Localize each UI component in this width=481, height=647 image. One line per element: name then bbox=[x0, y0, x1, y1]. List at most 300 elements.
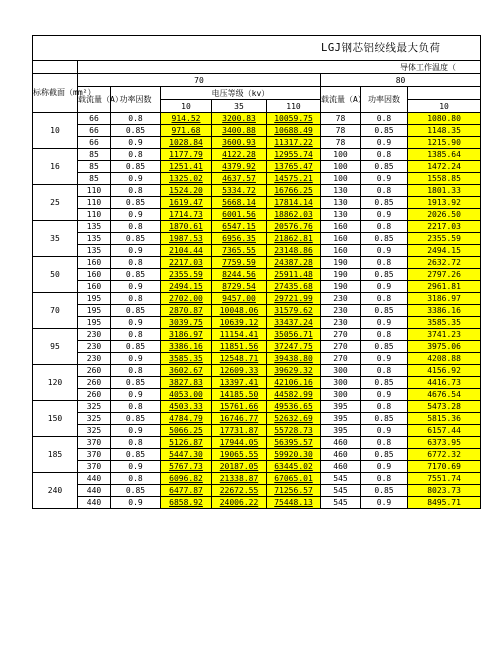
current-cell: 260 bbox=[78, 389, 111, 401]
load-10kv-b-cell: 3975.06 bbox=[408, 341, 481, 353]
load-10kv-b-cell: 2494.15 bbox=[408, 245, 481, 257]
table-row bbox=[33, 209, 481, 221]
load-10kv-cell: 3186.97 bbox=[161, 329, 212, 341]
load-110kv-cell: 21862.81 bbox=[267, 233, 321, 245]
pf-b-cell: 0.9 bbox=[361, 209, 408, 221]
pf-b-cell: 0.9 bbox=[361, 353, 408, 365]
load-10kv-cell: 5066.25 bbox=[161, 425, 212, 437]
table-row bbox=[33, 317, 481, 329]
table-row bbox=[33, 329, 481, 341]
table-row bbox=[33, 485, 481, 497]
pf-cell: 0.8 bbox=[111, 401, 161, 413]
table-row bbox=[33, 401, 481, 413]
load-110kv-cell: 37247.75 bbox=[267, 341, 321, 353]
pf-cell: 0.85 bbox=[111, 161, 161, 173]
section-cell: 240 bbox=[33, 473, 78, 509]
table-row bbox=[33, 413, 481, 425]
current-b-cell: 230 bbox=[321, 293, 361, 305]
pf-b-cell: 0.9 bbox=[361, 389, 408, 401]
load-110kv-cell: 11317.22 bbox=[267, 137, 321, 149]
current-cell: 160 bbox=[78, 269, 111, 281]
blank-cell bbox=[33, 61, 78, 74]
pf-b-cell: 0.9 bbox=[361, 425, 408, 437]
load-10kv-b-cell: 7551.74 bbox=[408, 473, 481, 485]
load-10kv-b-cell: 5815.36 bbox=[408, 413, 481, 425]
load-110kv-cell: 59920.30 bbox=[267, 449, 321, 461]
load-35kv-cell: 4122.28 bbox=[212, 149, 267, 161]
current-cell: 85 bbox=[78, 161, 111, 173]
load-35kv-cell: 11851.56 bbox=[212, 341, 267, 353]
section-cell: 16 bbox=[33, 149, 78, 185]
temp-70-header: 70 bbox=[78, 74, 321, 87]
current-cell: 110 bbox=[78, 209, 111, 221]
load-35kv-cell: 7365.55 bbox=[212, 245, 267, 257]
load-110kv-cell: 12955.74 bbox=[267, 149, 321, 161]
table-row bbox=[33, 305, 481, 317]
pf-cell: 0.9 bbox=[111, 173, 161, 185]
current-b-cell: 300 bbox=[321, 377, 361, 389]
load-110kv-cell: 16766.25 bbox=[267, 185, 321, 197]
load-10kv-b-cell: 1080.80 bbox=[408, 113, 481, 125]
current-cell: 230 bbox=[78, 341, 111, 353]
load-10kv-cell: 1524.20 bbox=[161, 185, 212, 197]
pf-b-cell: 0.85 bbox=[361, 377, 408, 389]
load-35kv-cell: 14185.50 bbox=[212, 389, 267, 401]
load-110kv-cell: 25911.48 bbox=[267, 269, 321, 281]
load-35kv-cell: 10048.06 bbox=[212, 305, 267, 317]
pf-b-cell: 0.9 bbox=[361, 281, 408, 293]
section-cell: 95 bbox=[33, 329, 78, 365]
current-header: 载流量（A） bbox=[78, 87, 111, 113]
current-header-b: 载流量（A） bbox=[321, 87, 361, 113]
load-10kv-cell: 6477.87 bbox=[161, 485, 212, 497]
load-110kv-cell: 29721.99 bbox=[267, 293, 321, 305]
table-row bbox=[33, 149, 481, 161]
load-10kv-cell: 4784.79 bbox=[161, 413, 212, 425]
pf-cell: 0.8 bbox=[111, 185, 161, 197]
load-10kv-b-cell: 4676.54 bbox=[408, 389, 481, 401]
load-10kv-b-cell: 2217.03 bbox=[408, 221, 481, 233]
pf-cell: 0.85 bbox=[111, 341, 161, 353]
load-35kv-cell: 12548.71 bbox=[212, 353, 267, 365]
load-35kv-cell: 6956.35 bbox=[212, 233, 267, 245]
load-10kv-cell: 1619.47 bbox=[161, 197, 212, 209]
current-cell: 230 bbox=[78, 329, 111, 341]
pf-b-cell: 0.8 bbox=[361, 293, 408, 305]
load-35kv-cell: 4379.92 bbox=[212, 161, 267, 173]
section-cell: 120 bbox=[33, 365, 78, 401]
load-10kv-b-cell: 2632.72 bbox=[408, 257, 481, 269]
current-cell: 230 bbox=[78, 353, 111, 365]
table-row bbox=[33, 161, 481, 173]
pf-header: 功率因数 bbox=[111, 87, 161, 113]
current-cell: 85 bbox=[78, 149, 111, 161]
current-cell: 85 bbox=[78, 173, 111, 185]
current-b-cell: 130 bbox=[321, 197, 361, 209]
load-35kv-cell: 11154.41 bbox=[212, 329, 267, 341]
current-cell: 195 bbox=[78, 305, 111, 317]
current-b-cell: 160 bbox=[321, 233, 361, 245]
load-110kv-cell: 17814.14 bbox=[267, 197, 321, 209]
load-10kv-cell: 5447.30 bbox=[161, 449, 212, 461]
condition-label: 导体工作温度（ bbox=[78, 61, 481, 74]
load-10kv-b-cell: 6772.32 bbox=[408, 449, 481, 461]
spreadsheet bbox=[32, 35, 480, 509]
load-35kv-cell: 17944.05 bbox=[212, 437, 267, 449]
pf-cell: 0.85 bbox=[111, 449, 161, 461]
current-b-cell: 300 bbox=[321, 365, 361, 377]
pf-cell: 0.85 bbox=[111, 269, 161, 281]
load-35kv-cell: 3200.83 bbox=[212, 113, 267, 125]
load-10kv-b-cell: 6157.44 bbox=[408, 425, 481, 437]
current-b-cell: 100 bbox=[321, 149, 361, 161]
load-35kv-cell: 3400.88 bbox=[212, 125, 267, 137]
load-10kv-cell: 5126.87 bbox=[161, 437, 212, 449]
current-cell: 135 bbox=[78, 245, 111, 257]
current-b-cell: 300 bbox=[321, 389, 361, 401]
load-10kv-cell: 1325.02 bbox=[161, 173, 212, 185]
section-cell: 70 bbox=[33, 293, 78, 329]
load-35kv-cell: 4637.57 bbox=[212, 173, 267, 185]
pf-cell: 0.9 bbox=[111, 425, 161, 437]
pf-cell: 0.85 bbox=[111, 197, 161, 209]
current-cell: 440 bbox=[78, 485, 111, 497]
load-10kv-cell: 3602.67 bbox=[161, 365, 212, 377]
pf-cell: 0.9 bbox=[111, 497, 161, 509]
current-b-cell: 545 bbox=[321, 473, 361, 485]
pf-cell: 0.9 bbox=[111, 281, 161, 293]
pf-header-b: 功率因数 bbox=[361, 87, 408, 113]
pf-cell: 0.9 bbox=[111, 245, 161, 257]
pf-b-cell: 0.9 bbox=[361, 461, 408, 473]
current-b-cell: 460 bbox=[321, 461, 361, 473]
current-b-cell: 270 bbox=[321, 353, 361, 365]
load-35kv-cell: 17731.87 bbox=[212, 425, 267, 437]
load-10kv-b-cell: 3386.16 bbox=[408, 305, 481, 317]
pf-b-cell: 0.85 bbox=[361, 341, 408, 353]
pf-b-cell: 0.8 bbox=[361, 185, 408, 197]
pf-cell: 0.9 bbox=[111, 317, 161, 329]
pf-b-cell: 0.8 bbox=[361, 329, 408, 341]
load-10kv-cell: 1870.61 bbox=[161, 221, 212, 233]
load-110kv-cell: 18862.03 bbox=[267, 209, 321, 221]
load-110kv-cell: 13765.47 bbox=[267, 161, 321, 173]
current-b-cell: 460 bbox=[321, 449, 361, 461]
table-row bbox=[33, 269, 481, 281]
current-b-cell: 100 bbox=[321, 161, 361, 173]
load-10kv-cell: 3827.83 bbox=[161, 377, 212, 389]
load-10kv-cell: 1251.41 bbox=[161, 161, 212, 173]
current-cell: 135 bbox=[78, 221, 111, 233]
load-10kv-b-cell: 5473.28 bbox=[408, 401, 481, 413]
load-35kv-cell: 7759.59 bbox=[212, 257, 267, 269]
pf-b-cell: 0.85 bbox=[361, 125, 408, 137]
load-35kv-cell: 8729.54 bbox=[212, 281, 267, 293]
pf-b-cell: 0.8 bbox=[361, 149, 408, 161]
current-b-cell: 190 bbox=[321, 257, 361, 269]
pf-b-cell: 0.8 bbox=[361, 401, 408, 413]
pf-cell: 0.9 bbox=[111, 353, 161, 365]
pf-cell: 0.8 bbox=[111, 437, 161, 449]
table-row bbox=[33, 497, 481, 509]
load-10kv-b-cell: 1148.35 bbox=[408, 125, 481, 137]
current-cell: 195 bbox=[78, 293, 111, 305]
pf-cell: 0.8 bbox=[111, 293, 161, 305]
current-cell: 160 bbox=[78, 257, 111, 269]
current-b-cell: 190 bbox=[321, 281, 361, 293]
load-110kv-cell: 39438.80 bbox=[267, 353, 321, 365]
load-35kv-cell: 24006.22 bbox=[212, 497, 267, 509]
pf-cell: 0.8 bbox=[111, 257, 161, 269]
load-10kv-b-cell: 3585.35 bbox=[408, 317, 481, 329]
load-35kv-cell: 21338.87 bbox=[212, 473, 267, 485]
pf-cell: 0.8 bbox=[111, 329, 161, 341]
load-10kv-cell: 2494.15 bbox=[161, 281, 212, 293]
pf-b-cell: 0.8 bbox=[361, 437, 408, 449]
pf-b-cell: 0.85 bbox=[361, 161, 408, 173]
table-row bbox=[33, 173, 481, 185]
load-110kv-cell: 56395.57 bbox=[267, 437, 321, 449]
load-10kv-b-cell: 8495.71 bbox=[408, 497, 481, 509]
section-cell: 150 bbox=[33, 401, 78, 437]
voltage-blank bbox=[408, 87, 481, 100]
load-35kv-cell: 15761.66 bbox=[212, 401, 267, 413]
load-10kv-cell: 2870.87 bbox=[161, 305, 212, 317]
load-35kv-cell: 10639.12 bbox=[212, 317, 267, 329]
load-10kv-b-cell: 8023.73 bbox=[408, 485, 481, 497]
load-10kv-cell: 4503.33 bbox=[161, 401, 212, 413]
current-cell: 66 bbox=[78, 113, 111, 125]
load-table bbox=[32, 35, 481, 509]
current-cell: 135 bbox=[78, 233, 111, 245]
current-cell: 260 bbox=[78, 365, 111, 377]
table-row bbox=[33, 113, 481, 125]
section-cell: 25 bbox=[33, 185, 78, 221]
table-row bbox=[33, 389, 481, 401]
pf-b-cell: 0.9 bbox=[361, 245, 408, 257]
current-cell: 66 bbox=[78, 125, 111, 137]
current-b-cell: 130 bbox=[321, 185, 361, 197]
load-10kv-b-cell: 6373.95 bbox=[408, 437, 481, 449]
load-110kv-cell: 44582.99 bbox=[267, 389, 321, 401]
load-10kv-b-cell: 2797.26 bbox=[408, 269, 481, 281]
load-35kv-cell: 13397.41 bbox=[212, 377, 267, 389]
load-10kv-b-cell: 1558.85 bbox=[408, 173, 481, 185]
table-row bbox=[33, 185, 481, 197]
load-10kv-b-cell: 1215.90 bbox=[408, 137, 481, 149]
pf-b-cell: 0.85 bbox=[361, 197, 408, 209]
pf-cell: 0.8 bbox=[111, 473, 161, 485]
load-110kv-cell: 75448.13 bbox=[267, 497, 321, 509]
load-35kv-cell: 6001.56 bbox=[212, 209, 267, 221]
current-b-cell: 460 bbox=[321, 437, 361, 449]
load-35kv-cell: 12609.33 bbox=[212, 365, 267, 377]
pf-cell: 0.9 bbox=[111, 209, 161, 221]
load-35kv-cell: 5334.72 bbox=[212, 185, 267, 197]
table-row bbox=[33, 125, 481, 137]
table-row bbox=[33, 425, 481, 437]
load-35kv-cell: 20187.05 bbox=[212, 461, 267, 473]
current-cell: 110 bbox=[78, 185, 111, 197]
current-cell: 260 bbox=[78, 377, 111, 389]
load-10kv-b-cell: 2026.50 bbox=[408, 209, 481, 221]
pf-b-cell: 0.8 bbox=[361, 257, 408, 269]
table-row bbox=[33, 341, 481, 353]
table-row bbox=[33, 221, 481, 233]
table-row bbox=[33, 137, 481, 149]
current-b-cell: 395 bbox=[321, 413, 361, 425]
load-10kv-cell: 2217.03 bbox=[161, 257, 212, 269]
table-row bbox=[33, 473, 481, 485]
load-110kv-cell: 20576.76 bbox=[267, 221, 321, 233]
load-35kv-cell: 19065.55 bbox=[212, 449, 267, 461]
load-10kv-b-cell: 1472.24 bbox=[408, 161, 481, 173]
load-10kv-b-cell: 4416.73 bbox=[408, 377, 481, 389]
current-b-cell: 78 bbox=[321, 125, 361, 137]
load-35kv-cell: 16746.77 bbox=[212, 413, 267, 425]
load-10kv-cell: 1177.79 bbox=[161, 149, 212, 161]
current-cell: 195 bbox=[78, 317, 111, 329]
pf-cell: 0.8 bbox=[111, 221, 161, 233]
current-b-cell: 270 bbox=[321, 329, 361, 341]
load-110kv-cell: 35056.71 bbox=[267, 329, 321, 341]
pf-cell: 0.85 bbox=[111, 233, 161, 245]
load-10kv-cell: 2355.59 bbox=[161, 269, 212, 281]
current-b-cell: 100 bbox=[321, 173, 361, 185]
pf-cell: 0.85 bbox=[111, 413, 161, 425]
pf-b-cell: 0.85 bbox=[361, 269, 408, 281]
table-row bbox=[33, 365, 481, 377]
load-110kv-cell: 52632.69 bbox=[267, 413, 321, 425]
load-10kv-b-cell: 3186.97 bbox=[408, 293, 481, 305]
load-10kv-cell: 971.68 bbox=[161, 125, 212, 137]
load-10kv-b-cell: 4208.88 bbox=[408, 353, 481, 365]
current-cell: 66 bbox=[78, 137, 111, 149]
table-row bbox=[33, 353, 481, 365]
load-10kv-b-cell: 3741.23 bbox=[408, 329, 481, 341]
load-110kv-cell: 71256.57 bbox=[267, 485, 321, 497]
load-110kv-cell: 49536.65 bbox=[267, 401, 321, 413]
current-b-cell: 190 bbox=[321, 269, 361, 281]
current-b-cell: 545 bbox=[321, 485, 361, 497]
pf-cell: 0.8 bbox=[111, 149, 161, 161]
pf-cell: 0.9 bbox=[111, 137, 161, 149]
table-row bbox=[33, 257, 481, 269]
load-110kv-cell: 63445.02 bbox=[267, 461, 321, 473]
table-title: LGJ钢芯铝绞线最大负荷 bbox=[33, 36, 481, 61]
voltage-110-header: 110 bbox=[267, 100, 321, 113]
pf-cell: 0.8 bbox=[111, 365, 161, 377]
current-b-cell: 130 bbox=[321, 209, 361, 221]
pf-b-cell: 0.85 bbox=[361, 413, 408, 425]
current-cell: 370 bbox=[78, 461, 111, 473]
pf-cell: 0.85 bbox=[111, 377, 161, 389]
load-110kv-cell: 24387.28 bbox=[267, 257, 321, 269]
section-header: 标称截面（mm²） bbox=[33, 74, 78, 113]
table-row bbox=[33, 461, 481, 473]
load-10kv-cell: 1987.53 bbox=[161, 233, 212, 245]
load-35kv-cell: 3600.93 bbox=[212, 137, 267, 149]
pf-cell: 0.8 bbox=[111, 113, 161, 125]
current-b-cell: 395 bbox=[321, 425, 361, 437]
current-b-cell: 230 bbox=[321, 317, 361, 329]
load-110kv-cell: 33437.24 bbox=[267, 317, 321, 329]
pf-cell: 0.9 bbox=[111, 461, 161, 473]
load-110kv-cell: 10688.49 bbox=[267, 125, 321, 137]
load-110kv-cell: 39629.32 bbox=[267, 365, 321, 377]
section-cell: 35 bbox=[33, 221, 78, 257]
pf-b-cell: 0.9 bbox=[361, 137, 408, 149]
load-35kv-cell: 22672.55 bbox=[212, 485, 267, 497]
load-10kv-cell: 2702.00 bbox=[161, 293, 212, 305]
voltage-35-header: 35 bbox=[212, 100, 267, 113]
table-row bbox=[33, 293, 481, 305]
pf-b-cell: 0.85 bbox=[361, 449, 408, 461]
load-10kv-b-cell: 2355.59 bbox=[408, 233, 481, 245]
load-110kv-cell: 67065.01 bbox=[267, 473, 321, 485]
load-110kv-cell: 55728.73 bbox=[267, 425, 321, 437]
load-110kv-cell: 23148.86 bbox=[267, 245, 321, 257]
voltage-10-header-b: 10 bbox=[408, 100, 481, 113]
pf-cell: 0.85 bbox=[111, 305, 161, 317]
load-10kv-b-cell: 1801.33 bbox=[408, 185, 481, 197]
pf-b-cell: 0.9 bbox=[361, 317, 408, 329]
current-b-cell: 270 bbox=[321, 341, 361, 353]
temp-80-header: 80 bbox=[321, 74, 481, 87]
load-10kv-cell: 1028.84 bbox=[161, 137, 212, 149]
pf-b-cell: 0.85 bbox=[361, 305, 408, 317]
load-110kv-cell: 27435.68 bbox=[267, 281, 321, 293]
current-b-cell: 78 bbox=[321, 113, 361, 125]
pf-cell: 0.9 bbox=[111, 389, 161, 401]
section-cell: 50 bbox=[33, 257, 78, 293]
voltage-10-header: 10 bbox=[161, 100, 212, 113]
load-110kv-cell: 14575.21 bbox=[267, 173, 321, 185]
load-35kv-cell: 5668.14 bbox=[212, 197, 267, 209]
section-cell: 10 bbox=[33, 113, 78, 149]
load-10kv-cell: 3039.75 bbox=[161, 317, 212, 329]
table-row bbox=[33, 281, 481, 293]
pf-b-cell: 0.9 bbox=[361, 173, 408, 185]
pf-b-cell: 0.8 bbox=[361, 473, 408, 485]
current-b-cell: 160 bbox=[321, 221, 361, 233]
load-10kv-cell: 4053.00 bbox=[161, 389, 212, 401]
section-cell: 185 bbox=[33, 437, 78, 473]
table-row bbox=[33, 197, 481, 209]
load-10kv-cell: 6096.82 bbox=[161, 473, 212, 485]
current-b-cell: 230 bbox=[321, 305, 361, 317]
load-35kv-cell: 8244.56 bbox=[212, 269, 267, 281]
load-10kv-cell: 914.52 bbox=[161, 113, 212, 125]
pf-b-cell: 0.9 bbox=[361, 497, 408, 509]
current-cell: 325 bbox=[78, 401, 111, 413]
load-10kv-cell: 6858.92 bbox=[161, 497, 212, 509]
current-cell: 440 bbox=[78, 473, 111, 485]
load-10kv-b-cell: 1385.64 bbox=[408, 149, 481, 161]
load-10kv-b-cell: 7170.69 bbox=[408, 461, 481, 473]
load-110kv-cell: 31579.62 bbox=[267, 305, 321, 317]
pf-cell: 0.85 bbox=[111, 125, 161, 137]
current-cell: 110 bbox=[78, 197, 111, 209]
table-row bbox=[33, 245, 481, 257]
table-row bbox=[33, 437, 481, 449]
current-cell: 370 bbox=[78, 437, 111, 449]
pf-cell: 0.85 bbox=[111, 485, 161, 497]
pf-b-cell: 0.85 bbox=[361, 233, 408, 245]
load-35kv-cell: 9457.00 bbox=[212, 293, 267, 305]
load-10kv-b-cell: 1913.92 bbox=[408, 197, 481, 209]
load-10kv-b-cell: 4156.92 bbox=[408, 365, 481, 377]
